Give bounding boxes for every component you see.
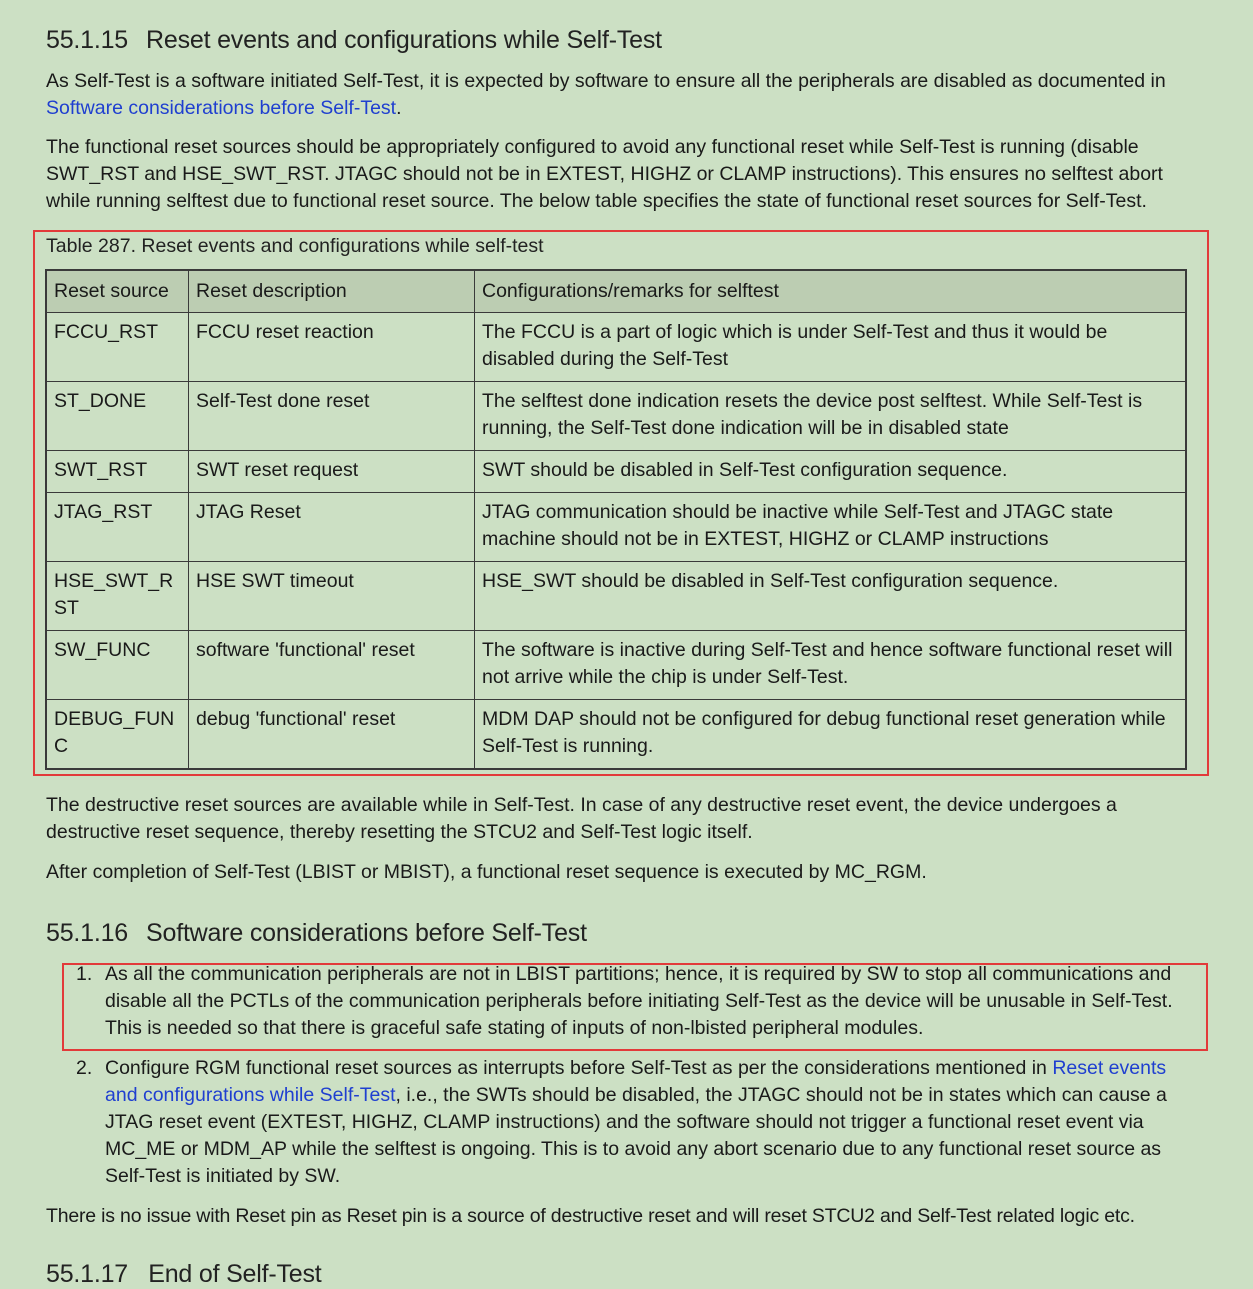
link-software-considerations[interactable]: Software considerations before Self-Test xyxy=(46,97,397,119)
completion-paragraph: After completion of Self-Test (LBIST or MBIST), a functional reset sequence is executed by MC_RGM. xyxy=(46,861,927,883)
table-row xyxy=(46,382,1186,451)
table-caption: Table 287. Reset events and configurations while self-test xyxy=(46,235,544,257)
reset-events-table xyxy=(45,269,1187,770)
table-row xyxy=(46,493,1186,562)
section-heading-55-1-15 xyxy=(46,26,662,55)
destructive-reset-paragraph: The destructive reset sources are available while in Self-Test. In case of any destructive reset event, the device undergoes a destructive reset sequence, thereby resetting the STCU2 and Self-Test logic itself. xyxy=(46,794,1117,843)
functional-reset-paragraph: The functional reset sources should be appropriately configured to avoid any functional reset while Self-Test is running (disable SWT_RST and HSE_SWT_RST. JTAGC should not be in EXTEST, HIGHZ or CLAMP instructions). This ensures no selftest abort while running selftest due to functional reset source. The below table specifies the state of functional reset sources for Self-Test. xyxy=(46,136,1163,212)
section-title: Software considerations before Self-Test xyxy=(146,919,587,947)
link-reset-events[interactable]: Reset events and configurations while Self-Test xyxy=(105,1057,1167,1106)
cell-reset-description: FCCU reset reaction xyxy=(189,313,475,382)
table-header-reset-source: Reset source xyxy=(46,270,189,313)
cell-reset-description: Self-Test done reset xyxy=(189,382,475,451)
list-marker: 1. xyxy=(76,963,93,985)
cell-reset-description: SWT reset request xyxy=(189,451,475,493)
cell-reset-source: SWT_RST xyxy=(46,451,189,493)
cell-remarks: The selftest done indication resets the device post selftest. While Self-Test is running, the Self-Test done indication will be in disabled state xyxy=(475,382,1187,451)
section-heading-55-1-17: 55.1.17 End of Self-Test xyxy=(46,1260,322,1288)
section-title: Reset events and configurations while Self-Test xyxy=(146,26,662,54)
cell-remarks: JTAG communication should be inactive while Self-Test and JTAGC state machine should not be in EXTEST, HIGHZ or CLAMP instructions xyxy=(475,493,1187,562)
reset-pin-paragraph: There is no issue with Reset pin as Reset pin is a source of destructive reset and will reset STCU2 and Self-Test related logic etc. xyxy=(46,1205,1135,1227)
list-item xyxy=(46,961,1186,1042)
cell-remarks: The FCCU is a part of logic which is under Self-Test and thus it would be disabled during the Self-Test xyxy=(475,313,1187,382)
cell-reset-description: debug 'functional' reset xyxy=(189,700,475,769)
section-heading-55-1-16 xyxy=(46,919,587,948)
cell-reset-description: HSE SWT timeout xyxy=(189,562,475,631)
cell-reset-source: JTAG_RST xyxy=(46,493,189,562)
cell-reset-description: software 'functional' reset xyxy=(189,631,475,700)
table-row xyxy=(46,631,1186,700)
cell-remarks: MDM DAP should not be configured for debug functional reset generation while Self-Test is running. xyxy=(475,700,1187,769)
cell-reset-source: SW_FUNC xyxy=(46,631,189,700)
section-number: 55.1.15 xyxy=(46,26,129,54)
list-item: 2. Configure RGM functional reset sources as interrupts before Self-Test as per the considerations mentioned in Reset events and configurations while Self-Test, i.e., the SWTs should be disabled, the JTAGC should not be in states which can cause a JTAG reset event (EXTEST, HIGHZ, CLAMP instructions) and the software should not trigger a functional reset event via MC_ME or MDM_AP while the selftest is ongoing. This is to avoid any abort scenario due to any functional reset source as Self-Test is initiated by SW. xyxy=(76,1057,1167,1187)
cell-reset-source: HSE_SWT_R ST xyxy=(46,562,189,631)
cell-reset-source: ST_DONE xyxy=(46,382,189,451)
cell-remarks: HSE_SWT should be disabled in Self-Test configuration sequence. xyxy=(475,562,1187,631)
cell-remarks: The software is inactive during Self-Test and hence software functional reset will not arrive while the chip is under Self-Test. xyxy=(475,631,1187,700)
intro-paragraph: As Self-Test is a software initiated Self-Test, it is expected by software to ensure all the peripherals are disabled as documented in Software considerations before Self-Test. xyxy=(46,70,1166,119)
table-row xyxy=(46,451,1186,493)
cell-reset-description: JTAG Reset xyxy=(189,493,475,562)
table-row xyxy=(46,700,1186,769)
table-header-reset-description: Reset description xyxy=(189,270,475,313)
considerations-list xyxy=(46,961,1186,1190)
cell-reset-source: FCCU_RST xyxy=(46,313,189,382)
list-item-text: As all the communication peripherals are not in LBIST partitions; hence, it is required by SW to stop all communications and disable all the PCTLs of the communication peripherals before initiating Self-Test as the device will be unusable in Self-Test. This is needed so that there is graceful safe stating of inputs of non-lbisted peripheral modules. xyxy=(105,963,1173,1039)
table-header-remarks: Configurations/remarks for selftest xyxy=(475,270,1187,313)
section-number: 55.1.16 xyxy=(46,919,129,947)
cell-remarks: SWT should be disabled in Self-Test configuration sequence. xyxy=(475,451,1187,493)
table-row xyxy=(46,313,1186,382)
table-row xyxy=(46,562,1186,631)
list-marker: 2. xyxy=(76,1057,93,1079)
cell-reset-source: DEBUG_FUN C xyxy=(46,700,189,769)
